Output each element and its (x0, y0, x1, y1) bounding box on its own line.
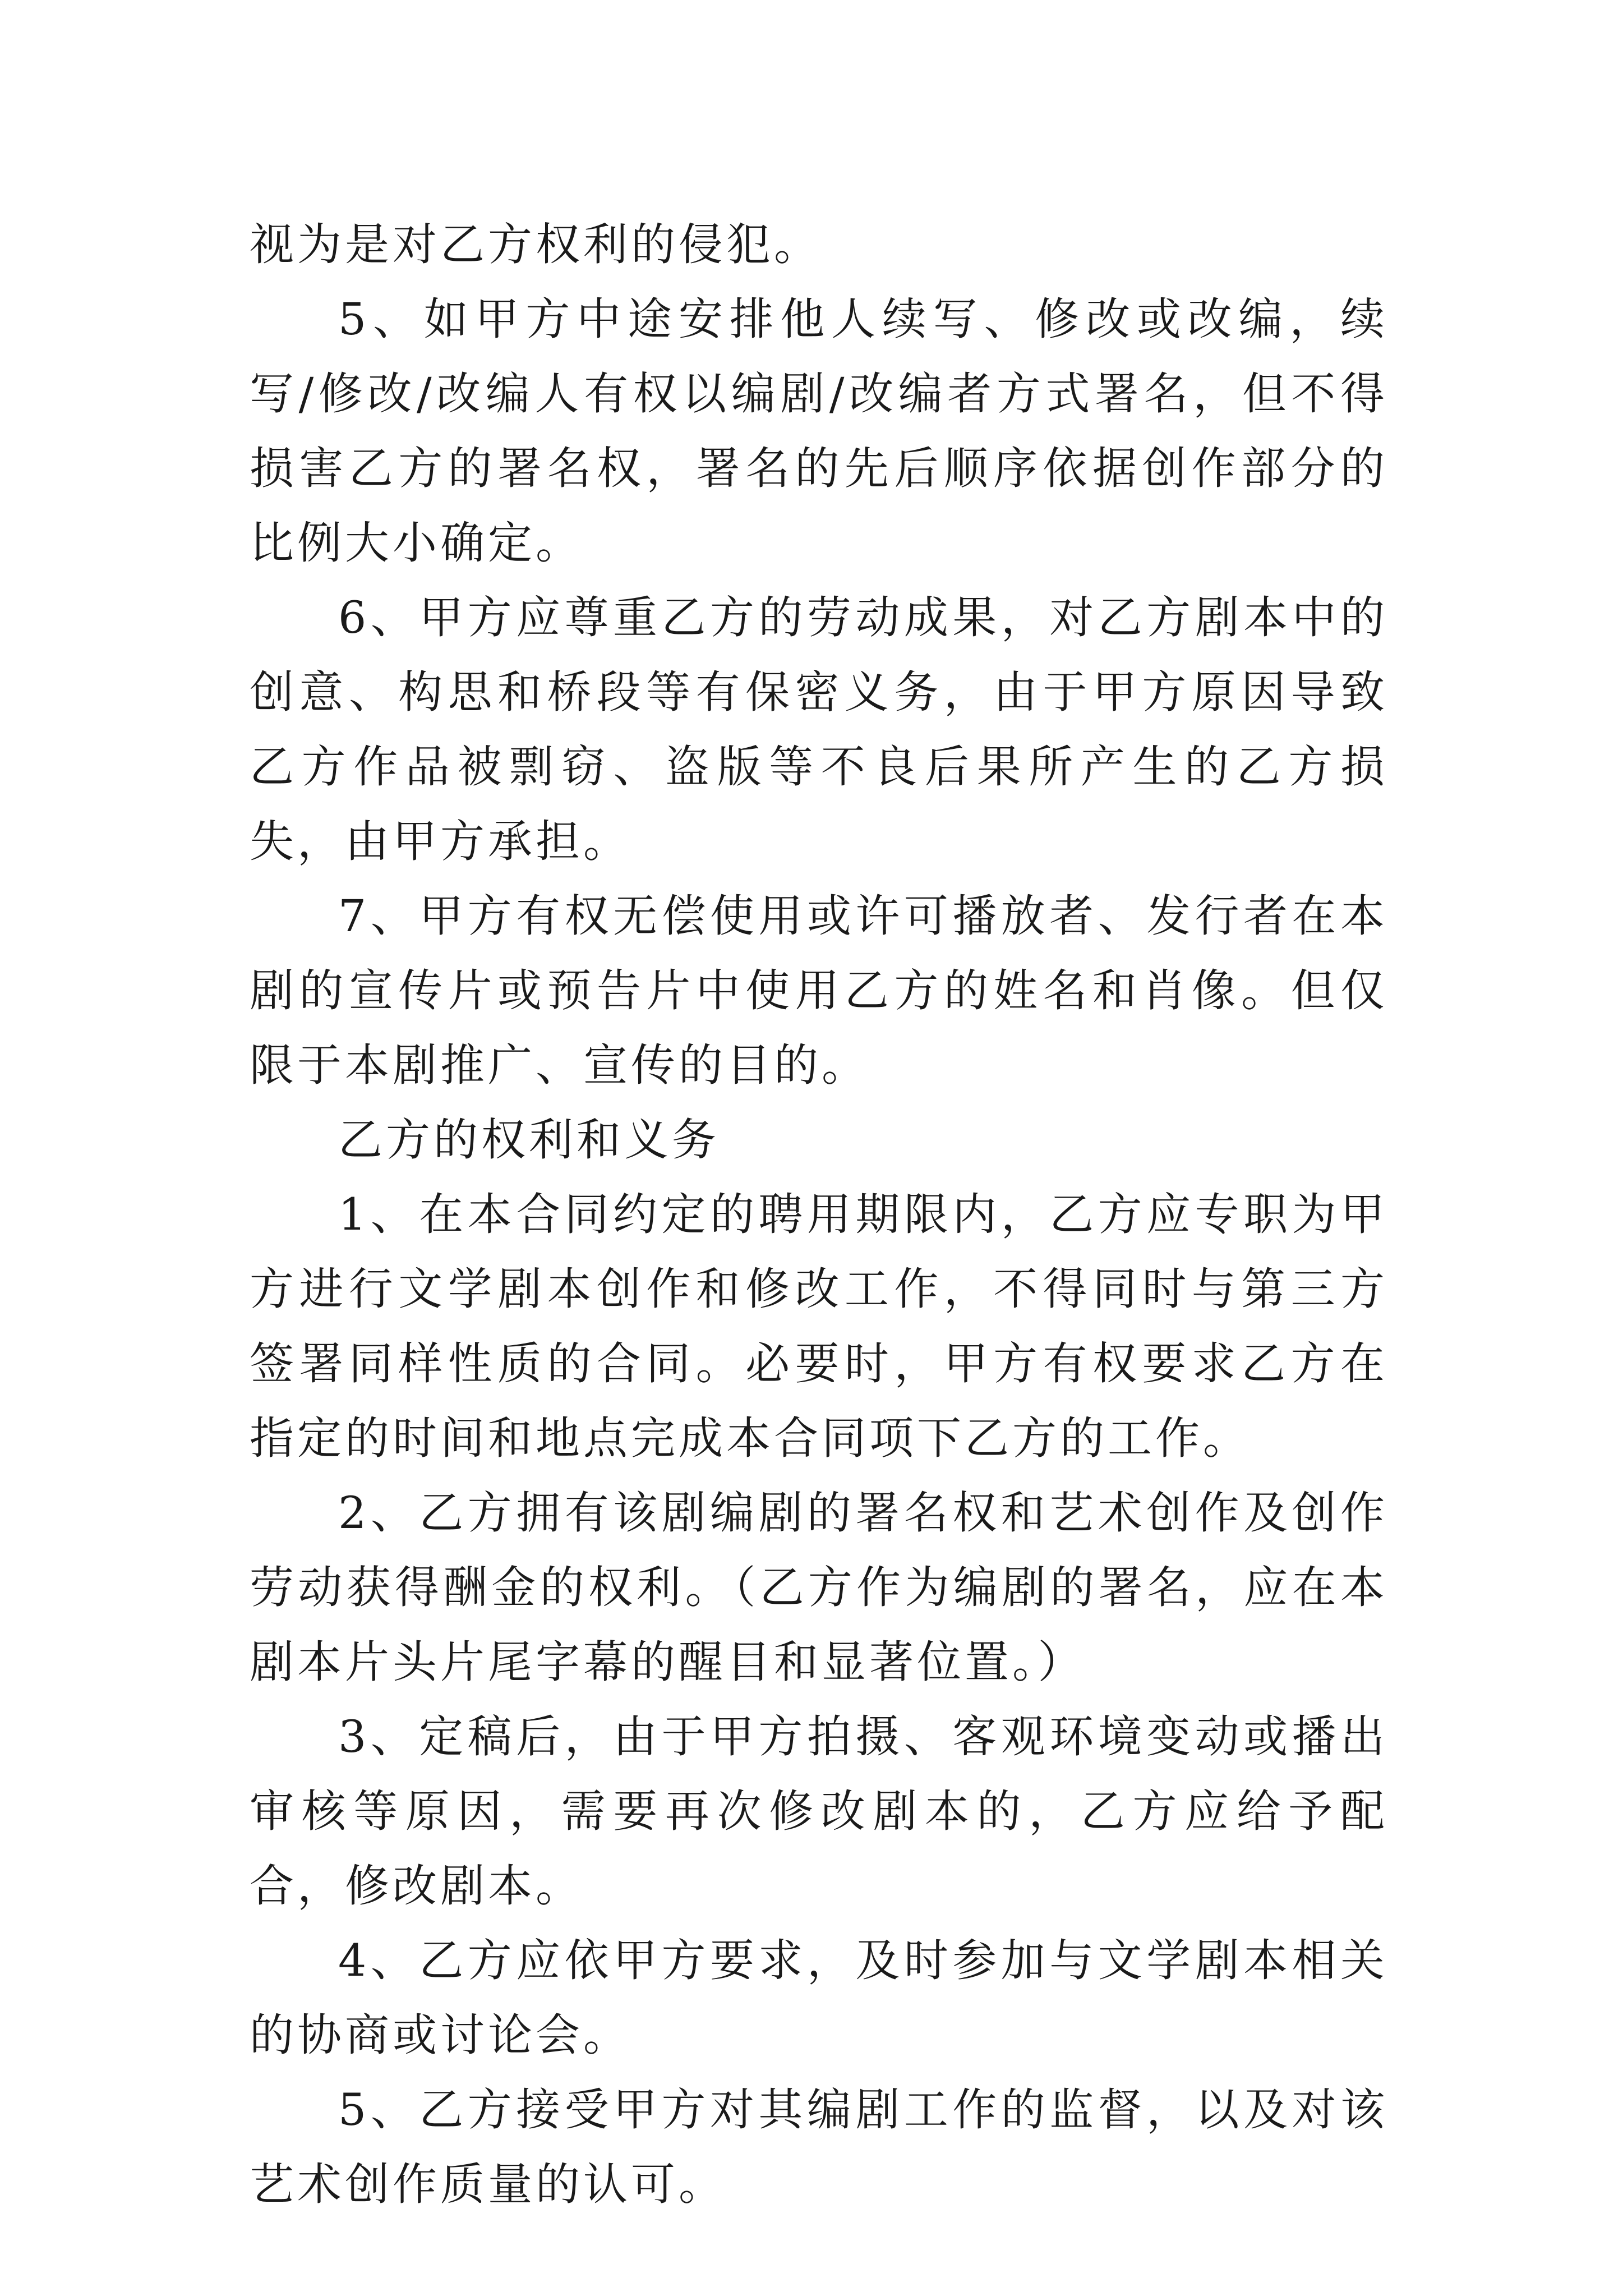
paragraph-continuation: 视为是对乙方权利的侵犯。 (250, 219, 822, 270)
document-body (250, 208, 1388, 2222)
paragraph-party-a-clause-6: 6、甲方应尊重乙方的劳动成果，对乙方剧本中的创意、构思和桥段等有保密义务，由于甲方原因导致乙方作品被剽窃、盗版等不良后果所产生的乙方损失，由甲方承担。 (250, 592, 1388, 867)
paragraph-party-a-clause-5: 5、如甲方中途安排他人续写、修改或改编，续写/修改/改编人有权以编剧/改编者方式署名，但不得损害乙方的署名权，署名的先后顺序依据创作部分的比例大小确定。 (250, 293, 1388, 569)
section-heading-party-b-rights: 乙方的权利和义务 (338, 1114, 720, 1166)
paragraph-party-b-clause-4: 4、乙方应依甲方要求，及时参加与文学剧本相关的协商或讨论会。 (250, 1935, 1388, 2061)
paragraph-party-b-clause-2: 2、乙方拥有该剧编剧的署名权和艺术创作及创作劳动获得酬金的权利。（乙方作为编剧的署名，应在本剧本片头片尾字幕的醒目和显著位置。） (250, 1487, 1388, 1688)
paragraph-party-b-clause-3: 3、定稿后，由于甲方拍摄、客观环境变动或播出审核等原因，需要再次修改剧本的，乙方应给予配合，修改剧本。 (250, 1711, 1388, 1912)
paragraph-party-a-clause-7: 7、甲方有权无偿使用或许可播放者、发行者在本剧的宣传片或预告片中使用乙方的姓名和肖像。但仅限于本剧推广、宣传的目的。 (250, 890, 1388, 1091)
paragraph-party-b-clause-5: 5、乙方接受甲方对其编剧工作的监督，以及对该艺术创作质量的认可。 (250, 2084, 1388, 2210)
paragraph-party-b-clause-1: 1、在本合同约定的聘用期限内，乙方应专职为甲方进行文学剧本创作和修改工作，不得同时与第三方签署同样性质的合同。必要时，甲方有权要求乙方在指定的时间和地点完成本合同项下乙方的工作。 (250, 1189, 1388, 1464)
